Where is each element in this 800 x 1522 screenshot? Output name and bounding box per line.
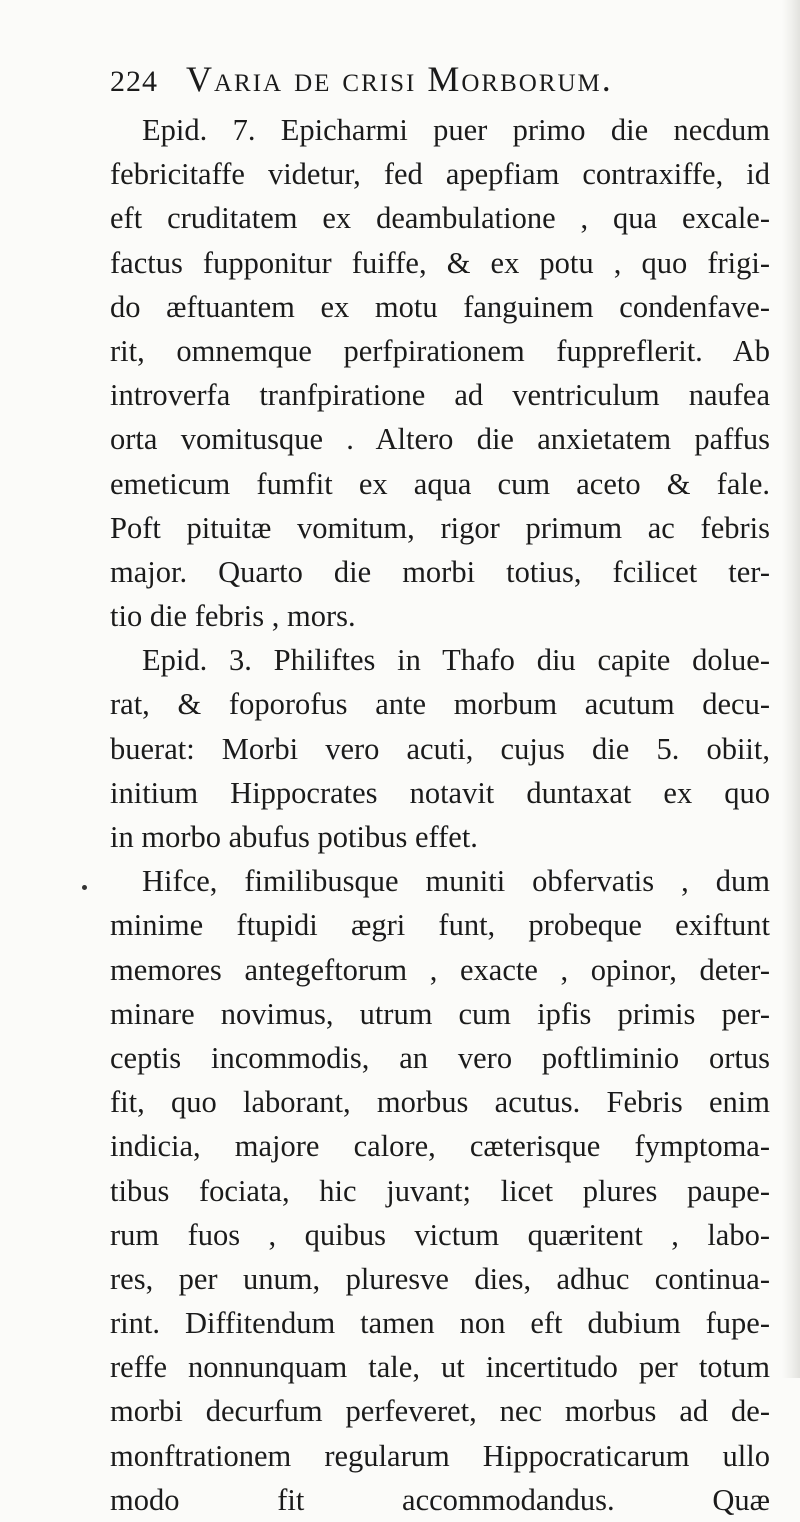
text-line: Epid. 3. Philiftes in Thafo diu capite dolue-	[142, 643, 770, 678]
text-line: fit, quo laborant, morbus acutus. Febris enim	[110, 1085, 770, 1120]
text-line: modo fit accommodandus. Quæ	[110, 1482, 770, 1517]
running-title: Varia de crisi Morborum.	[186, 59, 613, 99]
text-line: eft cruditatem ex deambulatione , qua excale-	[110, 201, 770, 236]
page-number: 224	[110, 65, 158, 98]
text-line: monftrationem regularum Hippocraticarum ullo	[110, 1438, 770, 1473]
text-line: factus fupponitur fuiffe, & ex potu , quo frigi-	[110, 245, 770, 280]
text-line: morbi decurfum perfeveret, nec morbus ad de-	[110, 1394, 770, 1429]
text-line: indicia, majore calore, cæterisque fymptoma-	[110, 1129, 770, 1164]
text-line: orta vomitusque . Altero die anxietatem paffus	[110, 422, 770, 457]
text-line: do æftuantem ex motu fanguinem condenfave-	[110, 289, 770, 324]
text-line: ceptis incommodis, an vero poftliminio ortus	[110, 1040, 770, 1075]
text-line: rint. Diffitendum tamen non eft dubium fupe-	[110, 1306, 770, 1341]
text-line: reffe nonnunquam tale, ut incertitudo per totum	[110, 1350, 770, 1385]
text-line: res, per unum, pluresve dies, adhuc continua-	[110, 1261, 770, 1296]
text-line: minare novimus, utrum cum ipfis primis per-	[110, 996, 770, 1031]
text-line: rum fuos , quibus victum quæritent , labo-	[110, 1217, 770, 1252]
text-line: minime ftupidi ægri funt, probeque exiftunt	[110, 908, 770, 943]
text-line: Hifce, fimilibusque muniti obfervatis , dum	[142, 864, 770, 899]
text-line: in morbo abufus potibus effet.	[110, 820, 478, 854]
text-line: Epid. 7. Epicharmi puer primo die necdum	[142, 113, 770, 147]
ink-speck	[82, 885, 87, 890]
text-line: introverfa tranfpiratione ad ventriculum naufea	[110, 378, 770, 413]
text-line: memores antegeftorum , exacte , opinor, deter-	[110, 952, 770, 987]
text-line: rat, & foporofus ante morbum acutum decu-	[110, 687, 770, 722]
text-line: febricitaffe videtur, fed apepfiam contraxiffe, id	[110, 157, 770, 192]
page-header	[110, 58, 760, 108]
text-line: emeticum fumfit ex aqua cum aceto & fale.	[110, 466, 770, 501]
text-line: initium Hippocrates notavit duntaxat ex quo	[110, 775, 770, 810]
text-line: tibus fociata, hic juvant; licet plures paupe-	[110, 1173, 770, 1208]
text-line: rit, omnemque perfpirationem fuppreflerit. Ab	[110, 333, 770, 368]
text-line: tio die febris , mors.	[110, 599, 356, 634]
text-line: buerat: Morbi vero acuti, cujus die 5. obiit,	[110, 731, 770, 766]
scan-page-edge	[782, 0, 800, 1378]
body-text	[110, 108, 770, 1522]
text-line: major. Quarto die morbi totius, fcilicet ter-	[110, 554, 770, 589]
text-line: Poft pituitæ vomitum, rigor primum ac febris	[110, 510, 770, 545]
